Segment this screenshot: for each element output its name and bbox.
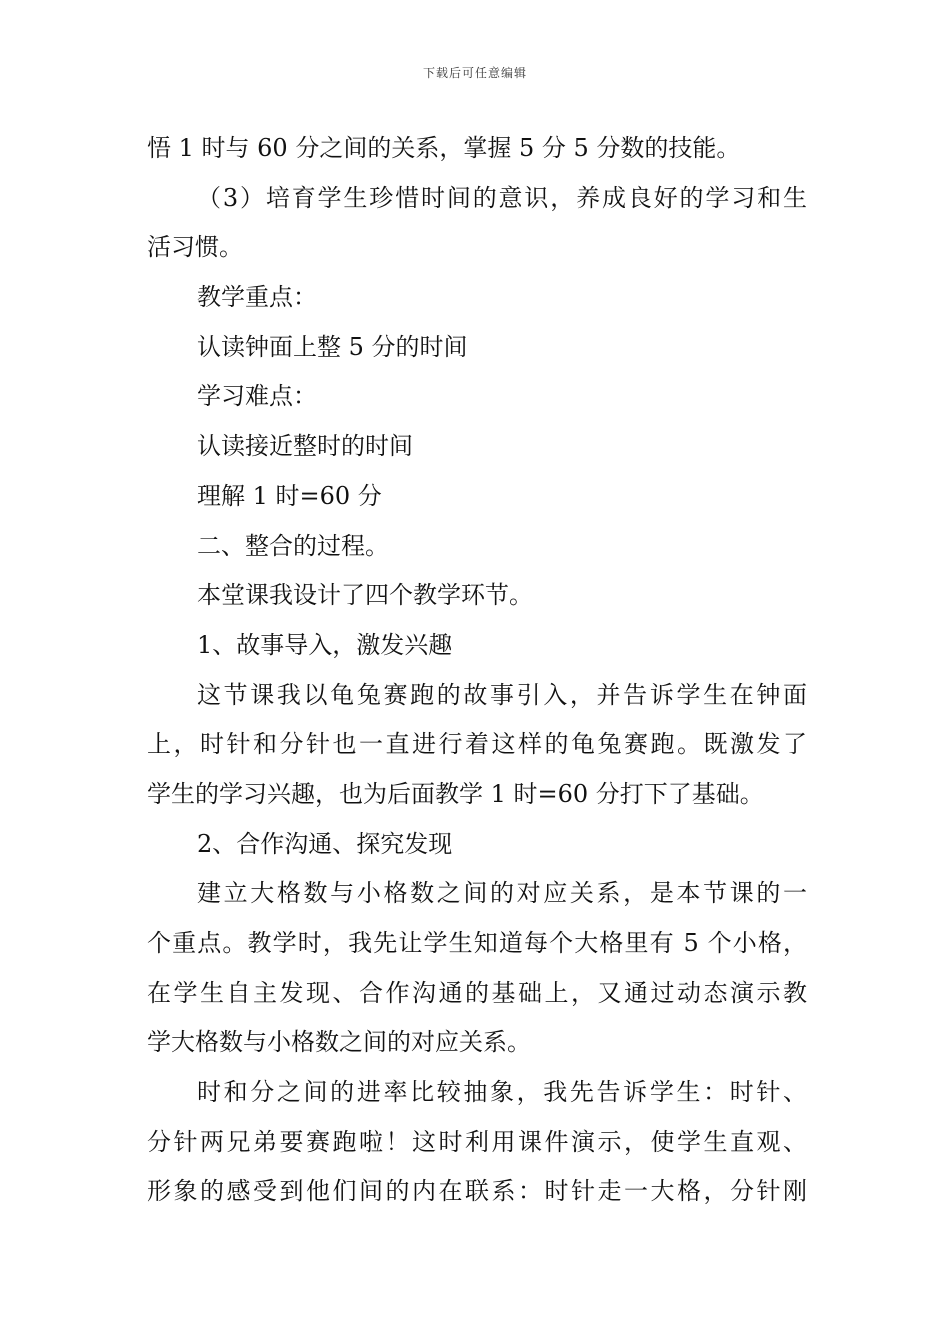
text-line: 个重点。教学时，我先让学生知道每个大格里有 5 个小格， — [147, 929, 807, 957]
text-line: 这节课我以龟兔赛跑的故事引入，并告诉学生在钟面 — [197, 680, 807, 709]
text-line: 认读钟面上整 5 分的时间 — [197, 332, 468, 361]
section-heading: 教学重点： — [197, 283, 317, 312]
text-line: 上，时针和分针也一直进行着这样的龟兔赛跑。既激发了 — [147, 730, 807, 759]
text-line: 本堂课我设计了四个教学环节。 — [197, 581, 533, 610]
page-header: 下载后可任意编辑 — [422, 66, 527, 80]
text-line: 认读接近整时的时间 — [197, 432, 413, 461]
text-line: 活习惯。 — [147, 233, 243, 262]
text-line: 悟 1 时与 60 分之间的关系，掌握 5 分 5 分数的技能。 — [147, 134, 741, 162]
subsection-heading: 1、故事导入，激发兴趣 — [197, 630, 453, 659]
text-line: 形象的感受到他们间的内在联系：时针走一大格，分针刚 — [147, 1177, 807, 1206]
text-line: 在学生自主发现、合作沟通的基础上，又通过动态演示教 — [147, 978, 807, 1007]
section-heading: 二、整合的过程。 — [197, 531, 389, 560]
section-heading: 学习难点： — [197, 382, 317, 411]
document-body — [147, 124, 807, 1217]
text-line: 理解 1 时=60 分 — [197, 481, 382, 510]
text-line: 分针两兄弟要赛跑啦！这时利用课件演示，使学生直观、 — [147, 1127, 807, 1156]
text-line: （3）培育学生珍惜时间的意识，养成良好的学习和生 — [197, 183, 807, 212]
text-line: 建立大格数与小格数之间的对应关系，是本节课的一 — [197, 879, 807, 908]
subsection-heading: 2、合作沟通、探究发现 — [197, 829, 453, 858]
text-line: 学生的学习兴趣，也为后面教学 1 时=60 分打下了基础。 — [147, 779, 764, 808]
text-line: 学大格数与小格数之间的对应关系。 — [147, 1028, 531, 1057]
text-line: 时和分之间的进率比较抽象，我先告诉学生：时针、 — [197, 1078, 807, 1107]
